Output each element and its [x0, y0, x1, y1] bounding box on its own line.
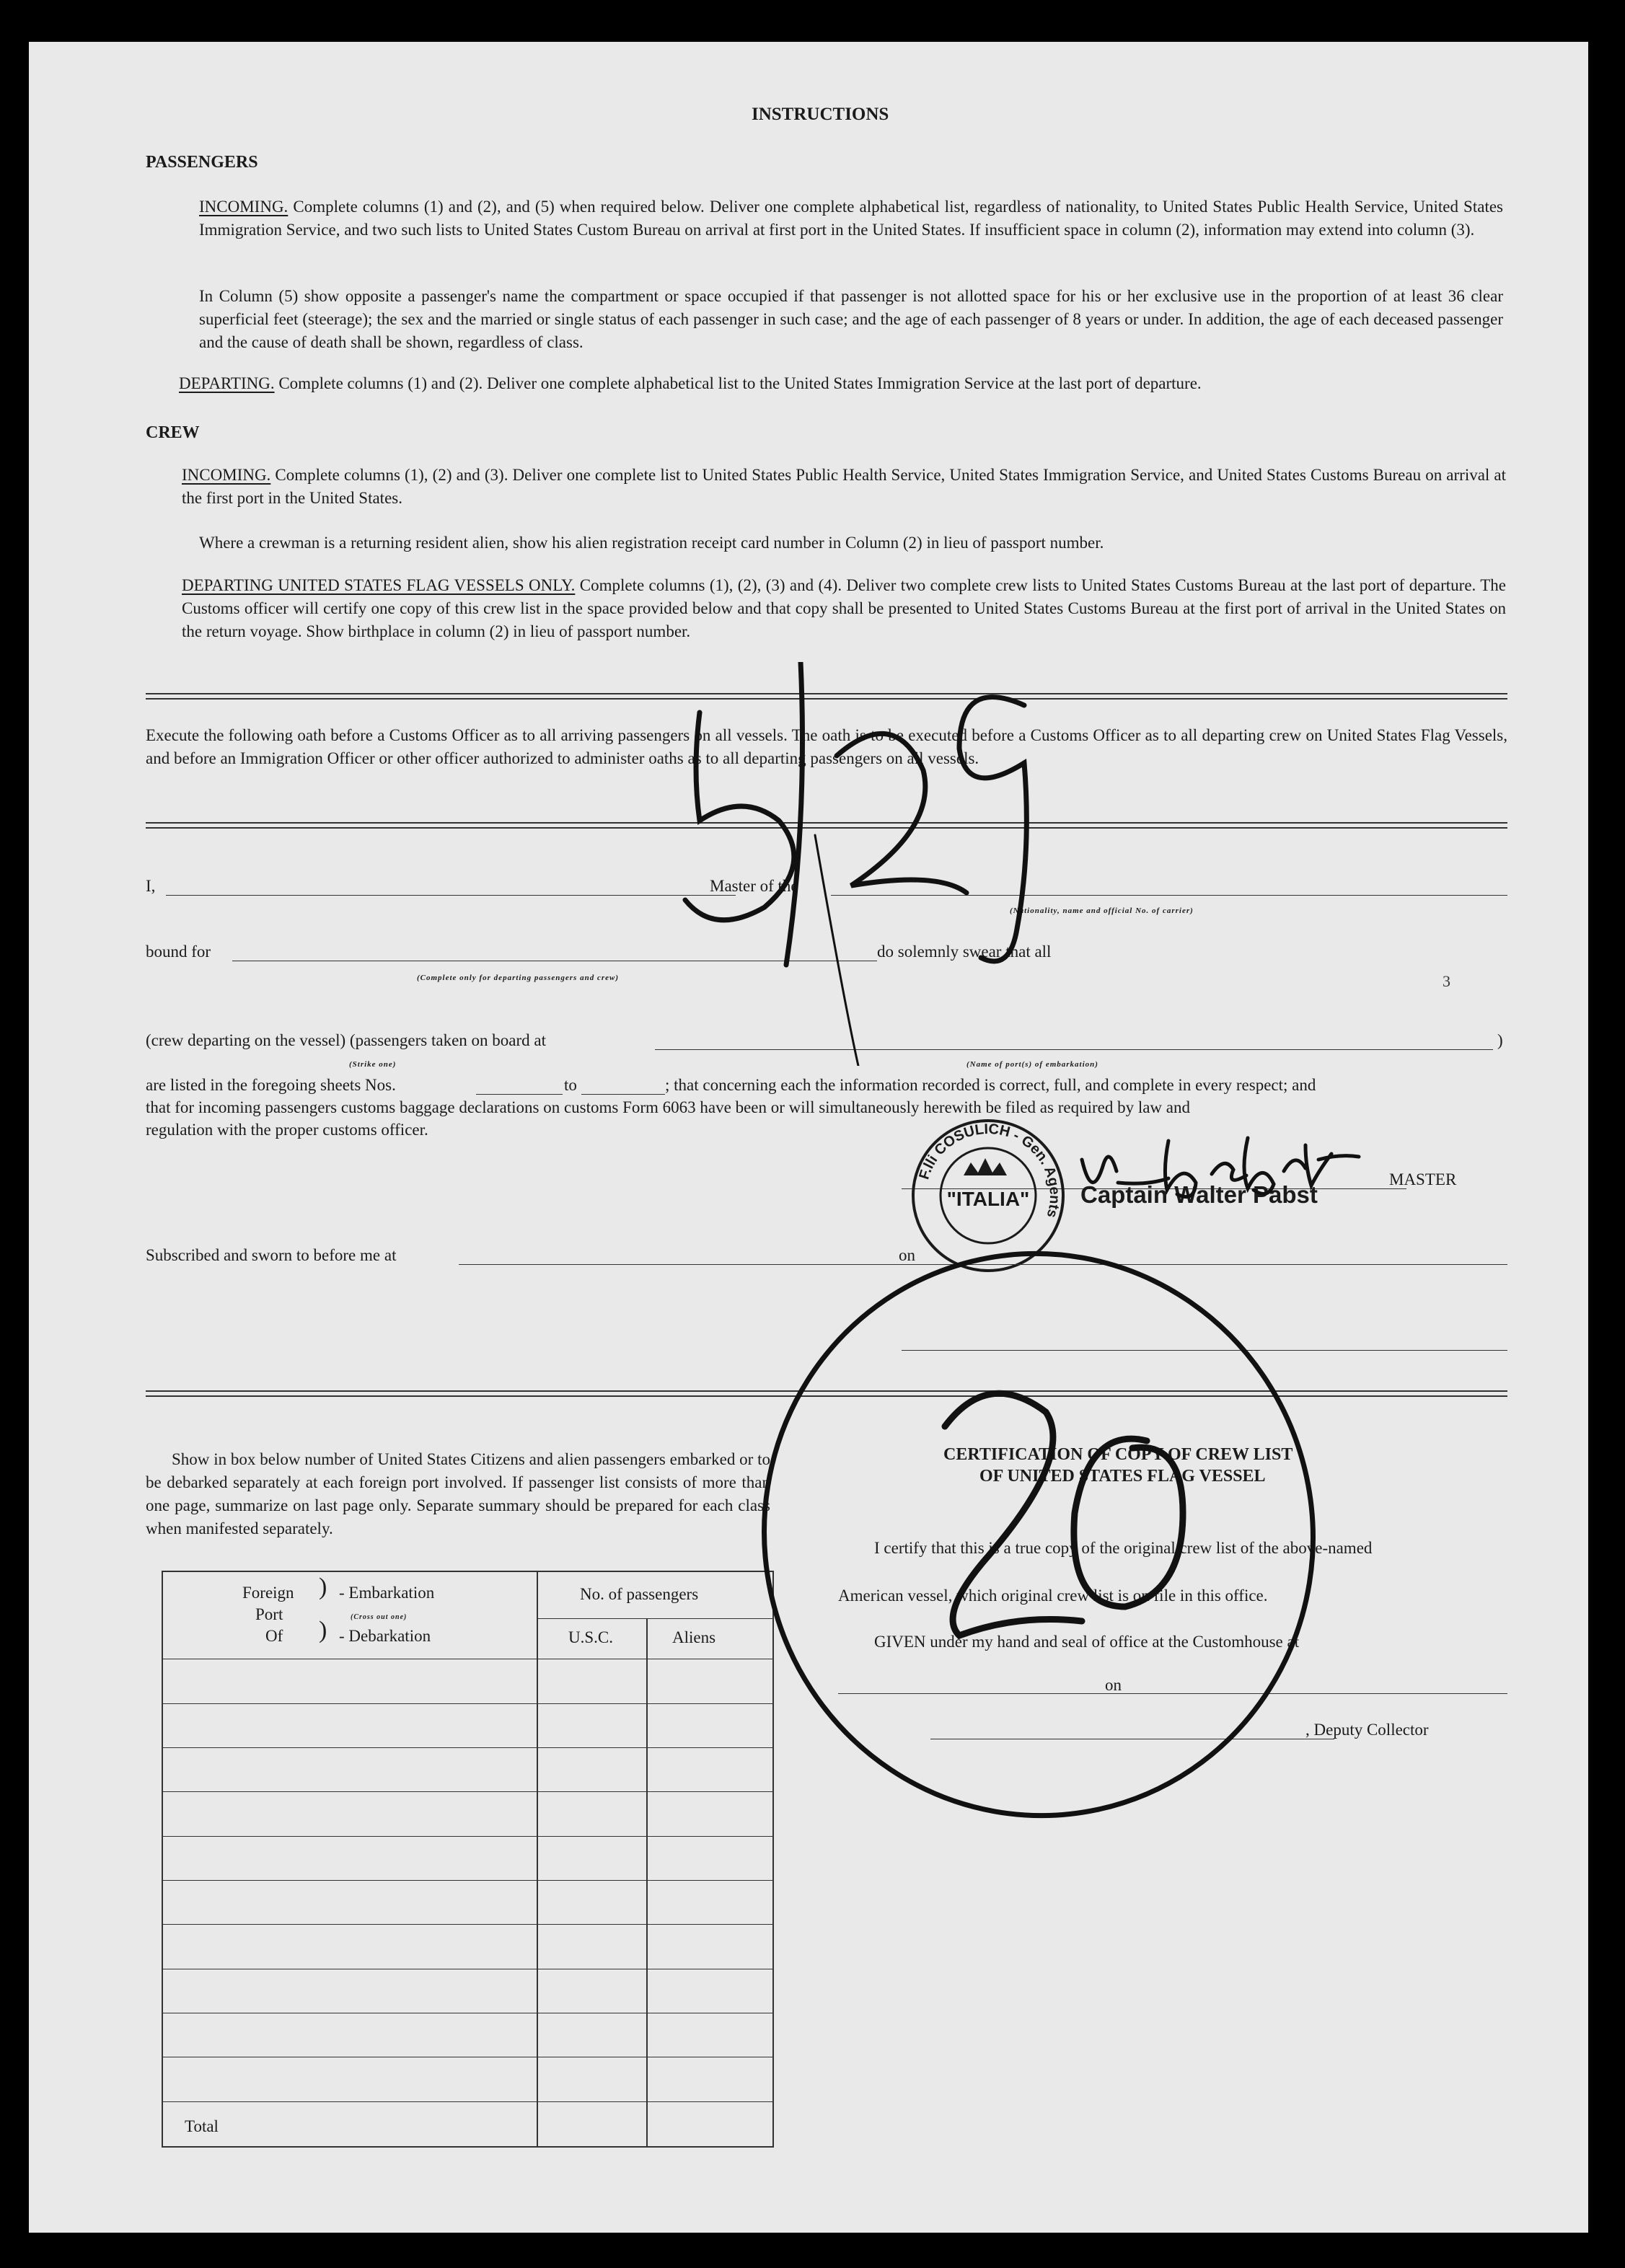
col-of: Of	[265, 1627, 283, 1645]
passengers-heading: PASSENGERS	[146, 153, 258, 172]
passengers-departing-paragraph	[179, 372, 1506, 395]
svg-text:F.lli COSULICH - Gen. Agents: F.lli COSULICH - Gen. Agents	[916, 1121, 1063, 1220]
oath-divider	[146, 822, 1507, 829]
certify-line1: I certify that this is a true copy of the original crew list of the above-named	[874, 1539, 1373, 1557]
captain-name-stamp: Captain Walter Pabst	[1080, 1181, 1318, 1208]
no-passengers-header: No. of passengers	[580, 1585, 699, 1603]
crew-incoming-text: Complete columns (1), (2) and (3). Deliver one complete list to United States Public Health Service, United States Immigration Service, and United States Customs Bureau on arrival at the first port in the United States.	[182, 466, 1507, 507]
certification-title-1: CERTIFICATION OF COPY OF CREW LIST	[943, 1445, 1293, 1464]
sheets-prefix: are listed in the foregoing sheets Nos.	[146, 1076, 396, 1094]
oath-i-label: I,	[146, 877, 156, 895]
complete-only-note: (Complete only for departing passengers and crew)	[417, 974, 619, 982]
oath-line2: that for incoming passengers customs baggage declarations on customs Form 6063 have been or will simultaneously herewith be filed as required by law and	[146, 1098, 1191, 1116]
crew-departing-label: (crew departing on the vessel) (passengers taken on board at	[146, 1031, 546, 1049]
passengers-incoming-text: Complete columns (1) and (2), and (5) when required below. Deliver one complete alphabetical list, regardless of nationality, to United States Public Health Service, United States Immigration Service, and two such lists to United States Custom Bureau on arrival at first port in the United States. If insufficient space in column (2), information may extend into column (3).	[199, 198, 1503, 239]
embarkation-label: - Embarkation	[339, 1584, 435, 1602]
bound-for-label: bound for	[146, 943, 211, 961]
master-label: MASTER	[1389, 1170, 1457, 1188]
passengers-incoming-paragraph	[199, 195, 1503, 242]
customhouse-line[interactable]	[838, 1693, 1132, 1694]
sheet-to-line[interactable]	[581, 1094, 665, 1095]
master-of-label: Master of the	[710, 877, 798, 895]
certification-title-2: OF UNITED STATES FLAG VESSEL	[979, 1467, 1266, 1486]
deputy-collector-label: , Deputy Collector	[1305, 1721, 1429, 1739]
debarkation-label: - Debarkation	[339, 1627, 431, 1645]
summary-instructions: Show in box below number of United States Citizens and alien passengers embarked or to be debarked separately at each foreign port involved. If passenger list consists of more than one page, summarize on last page only. Separate summary should be prepared for each class when manifested separately.	[146, 1450, 770, 1537]
subscribed-label: Subscribed and sworn to before me at	[146, 1246, 397, 1264]
given-line: GIVEN under my hand and seal of office at the Customhouse at	[874, 1633, 1300, 1651]
passengers-incoming-label: INCOMING.	[199, 198, 289, 216]
passengers-departing-text: Complete columns (1) and (2). Deliver one complete alphabetical list to the United States Immigration Service at the last port of departure.	[278, 374, 1202, 392]
col-foreign: Foreign	[242, 1584, 294, 1602]
crew-departing-text: Complete columns (1), (2), (3) and (4). Deliver two complete crew lists to United States Customs Bureau at the last port of departure. The Customs officer will certify one copy of this crew list in the space provided below and that copy shall be presented to United States Customs Bureau at the first port of arrival in the United States on the return voyage. Show birthplace in column (2) in lieu of passport number.	[182, 576, 1507, 640]
master-name-line[interactable]	[166, 895, 736, 896]
close-paren: )	[1497, 1031, 1503, 1049]
sworn-on-label: on	[899, 1246, 915, 1264]
aliens-header: Aliens	[672, 1628, 716, 1646]
oath-line3: regulation with the proper customs officer.	[146, 1121, 428, 1139]
strike-one-note: (Strike one)	[349, 1060, 397, 1069]
certify-line2: American vessel, which original crew list is on file in this office.	[838, 1587, 1268, 1605]
crew-heading: CREW	[146, 423, 200, 442]
crew-departing-paragraph	[182, 574, 1506, 643]
margin-mark: 3	[1443, 972, 1450, 990]
brace-bottom: )	[319, 1617, 327, 1643]
oath-intro: Execute the following oath before a Customs Officer as to all arriving passengers on all vessels. The oath is to be executed before a Customs Officer as to all departing crew on United States Flag Vessels, and before an Immigration Officer or other officer authorized to administer oaths as to all departing passengers on all vessels.	[146, 726, 1507, 767]
bottom-divider	[146, 1390, 1507, 1397]
officer-signature-line[interactable]	[902, 1350, 1507, 1351]
usc-header: U.S.C.	[568, 1628, 613, 1646]
page-title: INSTRUCTIONS	[752, 105, 889, 124]
embarkation-note: (Name of port(s) of embarkation)	[966, 1060, 1098, 1069]
crew-incoming-label: INCOMING.	[182, 466, 271, 484]
handwritten-date-mark	[649, 662, 1082, 1066]
sworn-date-line[interactable]	[920, 1264, 1507, 1265]
sheet-from-line[interactable]	[476, 1094, 563, 1095]
passengers-departing-label: DEPARTING.	[179, 374, 275, 392]
sworn-place-line[interactable]	[459, 1264, 920, 1265]
agency-stamp-seal	[902, 1109, 1075, 1282]
brace-top: )	[319, 1574, 327, 1600]
document-page	[29, 42, 1588, 2233]
sheets-to: to	[564, 1076, 577, 1094]
sheets-suffix: ; that concerning each the information recorded is correct, full, and complete in every respect; and	[665, 1076, 1316, 1094]
cert-on-label: on	[1105, 1676, 1122, 1694]
carrier-line[interactable]	[831, 895, 1507, 896]
passenger-summary-table	[162, 1571, 774, 2148]
crew-incoming-paragraph	[182, 464, 1506, 510]
col-port: Port	[255, 1605, 283, 1623]
circled-number-mark	[743, 1196, 1334, 1830]
total-label: Total	[185, 2117, 219, 2135]
nationality-note: (Nationality, name and official No. of carrier)	[1010, 906, 1194, 915]
section-divider	[146, 693, 1507, 700]
passengers-column5-paragraph: In Column (5) show opposite a passenger's name the compartment or space occupied if that passenger is not allotted space for his or her exclusive use in the proportion of at least 36 clear superficial feet (steerage); the sex and the married or single status of each passenger in such case; and the age of each passenger of 8 years or under. In addition, the age of each deceased passenger and the cause of death shall be shown, regardless of class.	[199, 287, 1503, 351]
swear-label: do solemnly swear that all	[877, 943, 1052, 961]
cross-out-note: (Cross out one)	[351, 1613, 408, 1621]
crew-resident-paragraph: Where a crewman is a returning resident alien, show his alien registration receipt card number in Column (2) in lieu of passport number.	[199, 534, 1104, 552]
svg-text:"ITALIA": "ITALIA"	[946, 1188, 1030, 1210]
crew-departing-label: DEPARTING UNITED STATES FLAG VESSELS ONLY.	[182, 576, 576, 594]
cert-date-line[interactable]	[1127, 1693, 1507, 1694]
embarkation-port-line[interactable]	[655, 1049, 1493, 1050]
